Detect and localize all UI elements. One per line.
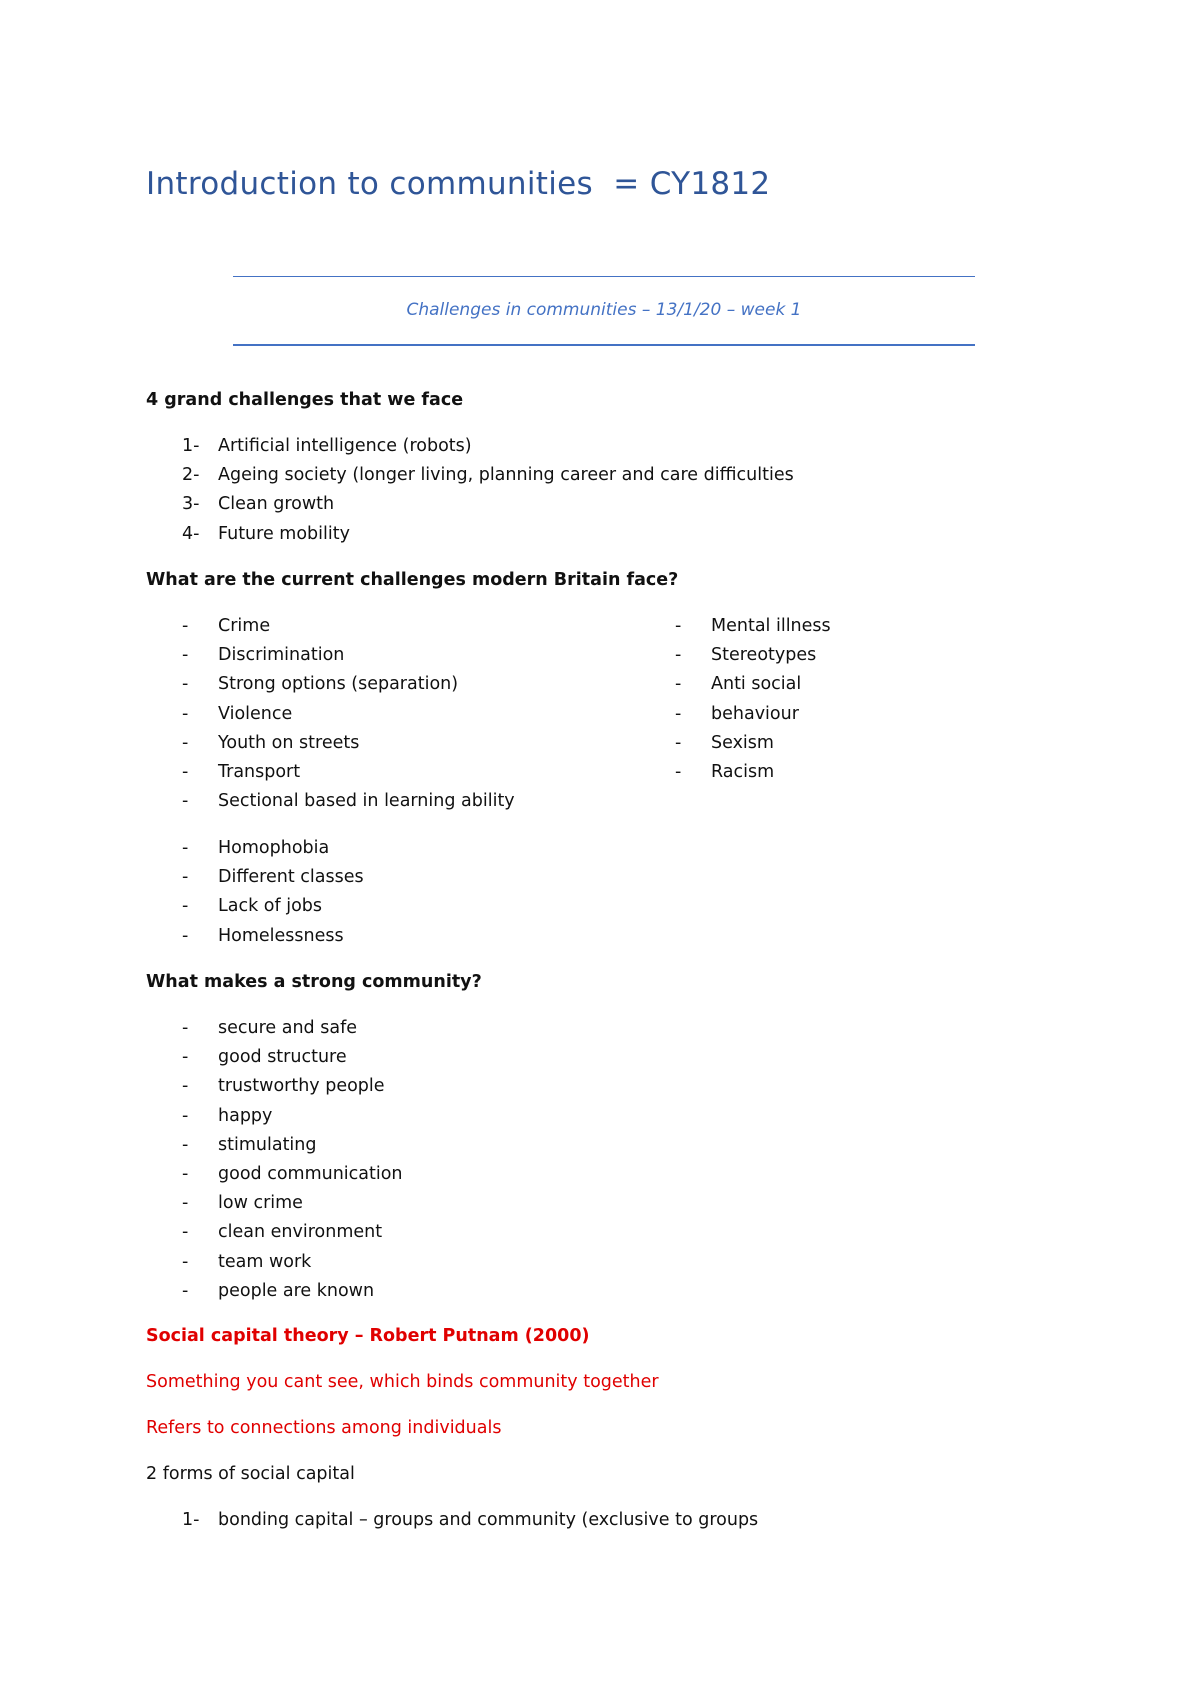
list-marker: - [182, 1105, 189, 1126]
list-marker: - [182, 1280, 189, 1301]
britain-left-list [146, 616, 515, 820]
britain-right-list [639, 616, 831, 791]
list-item [146, 1106, 403, 1135]
list-marker: - [182, 645, 189, 666]
list-marker: 3- [182, 494, 200, 515]
subtitle-bottom-rule [233, 344, 975, 346]
list-item [146, 1222, 403, 1251]
list-item [146, 1252, 403, 1281]
subtitle: Challenges in communities – 13/1/20 – week 1 [406, 300, 802, 320]
list-marker: 1- [182, 1510, 200, 1530]
britain-left-list-continued [146, 838, 364, 955]
list-item [639, 616, 831, 645]
list-item [146, 524, 794, 553]
list-item [146, 867, 364, 896]
list-marker: - [675, 645, 682, 666]
list-marker: - [675, 761, 682, 782]
list-marker: - [182, 703, 189, 724]
list-marker: - [182, 1047, 189, 1068]
list-item-text: Lack of jobs [218, 896, 323, 917]
list-item-text: bonding capital – groups and community (exclusive to groups [218, 1510, 759, 1530]
list-marker: - [675, 732, 682, 753]
list-item-text: clean environment [218, 1222, 383, 1243]
list-item-text: Stereotypes [711, 645, 817, 666]
list-item [146, 1510, 758, 1539]
list-item [146, 926, 364, 955]
list-marker: - [182, 674, 189, 695]
list-marker: - [182, 1163, 189, 1184]
list-item-text: Homophobia [218, 838, 330, 858]
list-item [639, 645, 831, 674]
list-item-text: Racism [711, 761, 775, 782]
social-capital-line-1: Something you cant see, which binds community together [146, 1372, 659, 1392]
list-marker: - [182, 1222, 189, 1243]
grand-challenges-list [146, 436, 794, 553]
list-item-text: behaviour [711, 703, 799, 724]
list-marker: - [182, 1076, 189, 1097]
list-item-text: good communication [218, 1163, 403, 1184]
list-item-text: Mental illness [711, 616, 831, 636]
list-item-text: good structure [218, 1047, 347, 1068]
list-marker: - [182, 867, 189, 888]
list-marker: 2- [182, 465, 200, 486]
forms-heading: 2 forms of social capital [146, 1464, 355, 1484]
list-item [146, 674, 515, 703]
list-item-text: Crime [218, 616, 271, 636]
list-item [146, 436, 794, 465]
list-marker: - [182, 616, 189, 636]
list-item [639, 733, 831, 762]
list-item-text: Sexism [711, 732, 774, 753]
list-marker: - [675, 616, 682, 636]
list-marker: 4- [182, 523, 200, 544]
strong-community-heading: What makes a strong community? [146, 972, 482, 992]
list-item [146, 1018, 403, 1047]
list-marker: - [182, 732, 189, 753]
page-title: Introduction to communities = CY1812 [146, 166, 771, 202]
list-item-text: Violence [218, 703, 293, 724]
list-item-text: Ageing society (longer living, planning career and care difficulties [218, 465, 794, 486]
list-item-text: Clean growth [218, 494, 335, 515]
list-item [146, 733, 515, 762]
list-item-text: happy [218, 1105, 273, 1126]
list-item [146, 896, 364, 925]
list-item-text: Future mobility [218, 523, 350, 544]
list-item-text: low crime [218, 1193, 303, 1214]
list-marker: 1- [182, 436, 200, 456]
list-item [146, 704, 515, 733]
list-item [146, 616, 515, 645]
list-marker: - [182, 925, 189, 946]
list-item-text: team work [218, 1251, 312, 1272]
list-item-text: people are known [218, 1280, 375, 1301]
list-item-text: Artificial intelligence (robots) [218, 436, 472, 456]
list-item [146, 1135, 403, 1164]
list-item-text: Sectional based in learning ability [218, 791, 515, 812]
list-item-text: Anti social [711, 674, 802, 695]
list-item-text: trustworthy people [218, 1076, 385, 1097]
list-item [146, 838, 364, 867]
list-item [639, 762, 831, 791]
list-marker: - [182, 838, 189, 858]
list-item-text: Youth on streets [218, 732, 360, 753]
list-marker: - [182, 1251, 189, 1272]
list-item [146, 645, 515, 674]
list-item-text: stimulating [218, 1134, 317, 1155]
list-item-text: Different classes [218, 867, 364, 888]
britain-challenges-heading: What are the current challenges modern Britain face? [146, 570, 679, 590]
list-item [146, 1193, 403, 1222]
list-item [146, 1047, 403, 1076]
list-marker: - [182, 1018, 189, 1038]
list-marker: - [675, 703, 682, 724]
list-item [146, 1076, 403, 1105]
list-item [639, 674, 831, 703]
list-item [146, 762, 515, 791]
list-item [146, 1281, 403, 1310]
strong-community-list [146, 1018, 403, 1310]
subtitle-top-rule [233, 276, 975, 277]
list-marker: - [675, 674, 682, 695]
social-capital-heading: Social capital theory – Robert Putnam (2000) [146, 1326, 590, 1346]
list-marker: - [182, 791, 189, 812]
list-marker: - [182, 896, 189, 917]
list-item-text: Strong options (separation) [218, 674, 459, 695]
grand-challenges-heading: 4 grand challenges that we face [146, 390, 464, 410]
list-marker: - [182, 1134, 189, 1155]
list-item-text: secure and safe [218, 1018, 357, 1038]
list-item [639, 704, 831, 733]
list-marker: - [182, 1193, 189, 1214]
list-item-text: Homelessness [218, 925, 344, 946]
list-marker: - [182, 761, 189, 782]
list-item-text: Discrimination [218, 645, 345, 666]
forms-list [146, 1510, 758, 1539]
social-capital-line-2: Refers to connections among individuals [146, 1418, 502, 1438]
list-item [146, 1164, 403, 1193]
list-item [146, 465, 794, 494]
list-item [146, 791, 515, 820]
list-item [146, 494, 794, 523]
list-item-text: Transport [218, 761, 301, 782]
